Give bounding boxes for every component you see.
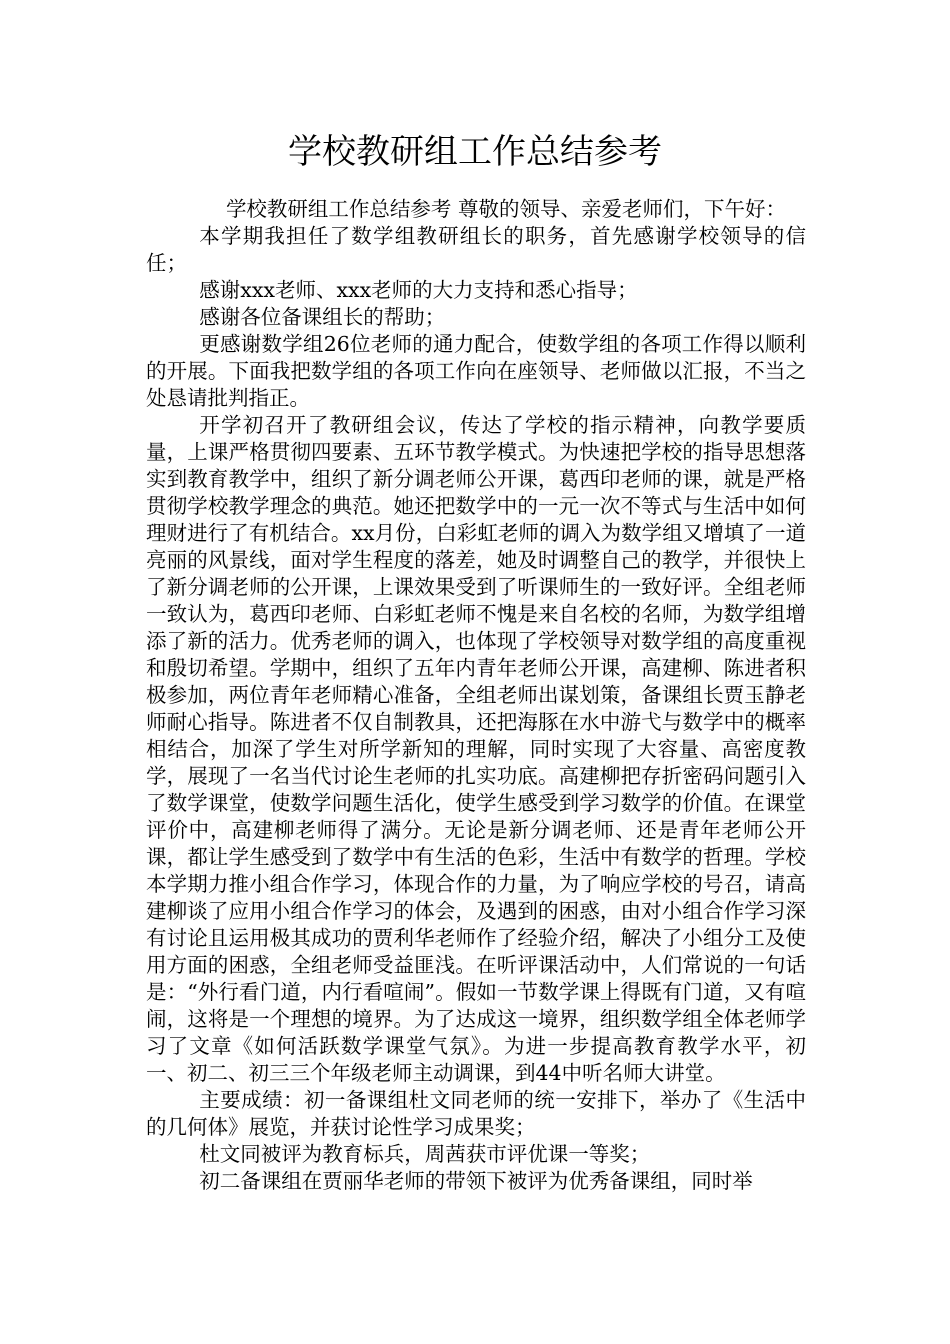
paragraph-awards: 杜文同被评为教育标兵，周茜获市评优课一等奖； — [199, 1142, 651, 1166]
paragraph-greeting: 学校教研组工作总结参考 尊敬的领导、亲爱老师们，下午好： — [225, 197, 786, 221]
paragraph-grade-two: 初二备课组在贾丽华老师的带领下被评为优秀备课组，同时举 — [199, 1169, 753, 1193]
paragraph-thanks-math-group: 更感谢数学组26位老师的通力配合，使数学组的各项工作得以顺利的开展。下面我把数学组的各项工作向在座领导、老师做以汇报，不当之处恳请批判指正。 — [146, 332, 806, 410]
paragraph-thanks-teachers: 感谢xxx老师、xxx老师的大力支持和悉心指导； — [199, 278, 638, 302]
paragraph-work-report: 开学初召开了教研组会议，传达了学校的指示精神，向教学要质量，上课严格贯彻四要素、五环节教学模式。为快速把学校的指导思想落实到教育教学中，组织了新分调老师公开课，葛西印老师的课，就是严格贯彻学校教学理念的典范。她还把数学中的一元一次不等式与生活中如何理财进行了有机结合。xx月份，白彩虹老师的调入为数学组又增填了一道亮丽的风景线，面对学生程度的落差，她及时调整自己的教学，并很快上了新分调老师的公开课，上课效果受到了听课师生的一致好评。全组老师一致认为，葛西印老师、白彩虹老师不愧是来自名校的名师，为数学组增添了新的活力。优秀老师的调入，也体现了学校领导对数学组的高度重视和殷切希望。学期中，组织了五年内青年老师公开课，高建柳、陈进者积极参加，两位青年老师精心准备，全组老师出谋划策，备课组长贾玉静老师耐心指导。陈进者不仅自制教具，还把海豚在水中游弋与数学中的概率相结合，加深了学生对所学新知的理解，同时实现了大容量、高密度教学，展现了一名当代讨论生老师的扎实功底。高建柳把存折密码问题引入了数学课堂，使数学问题生活化，使学生感受到学习数学的价值。在课堂评价中，高建柳老师得了满分。无论是新分调老师、还是青年老师公开课，都让学生感受到了数学中有生活的色彩，生活中有数学的哲理。学校本学期力推小组合作学习，体现合作的力量，为了响应学校的号召，请高建柳谈了应用小组合作学习的体会，及遇到的困惑，由对小组合作学习深有讨论且运用极其成功的贾利华老师作了经验介绍，解决了小组分工及使用方面的困惑，全组老师受益匪浅。在听评课活动中，人们常说的一句话是：“外行看门道，内行看喧闹”。假如一节数学课上得既有门道，又有喧闹，这将是一个理想的境界。为了达成这一境界，组织数学组全体老师学习了文章《如何活跃数学课堂气氛》。为进一步提高教育教学水平，初一、初二、初三三个年级老师主动调课，到44中听名师大讲堂。 — [146, 413, 806, 1085]
paragraph-achievements: 主要成绩：初一备课组杜文同老师的统一安排下，举办了《生活中的几何体》展览，并获讨论性学习成果奖； — [146, 1088, 806, 1139]
paragraph-thanks-group-leaders: 感谢各位备课组长的帮助； — [199, 305, 446, 329]
document-body — [146, 196, 806, 1195]
paragraph-thanks-leaders: 本学期我担任了数学组教研组长的职务，首先感谢学校领导的信任； — [146, 224, 806, 275]
document-title: 学校教研组工作总结参考 — [288, 132, 662, 172]
